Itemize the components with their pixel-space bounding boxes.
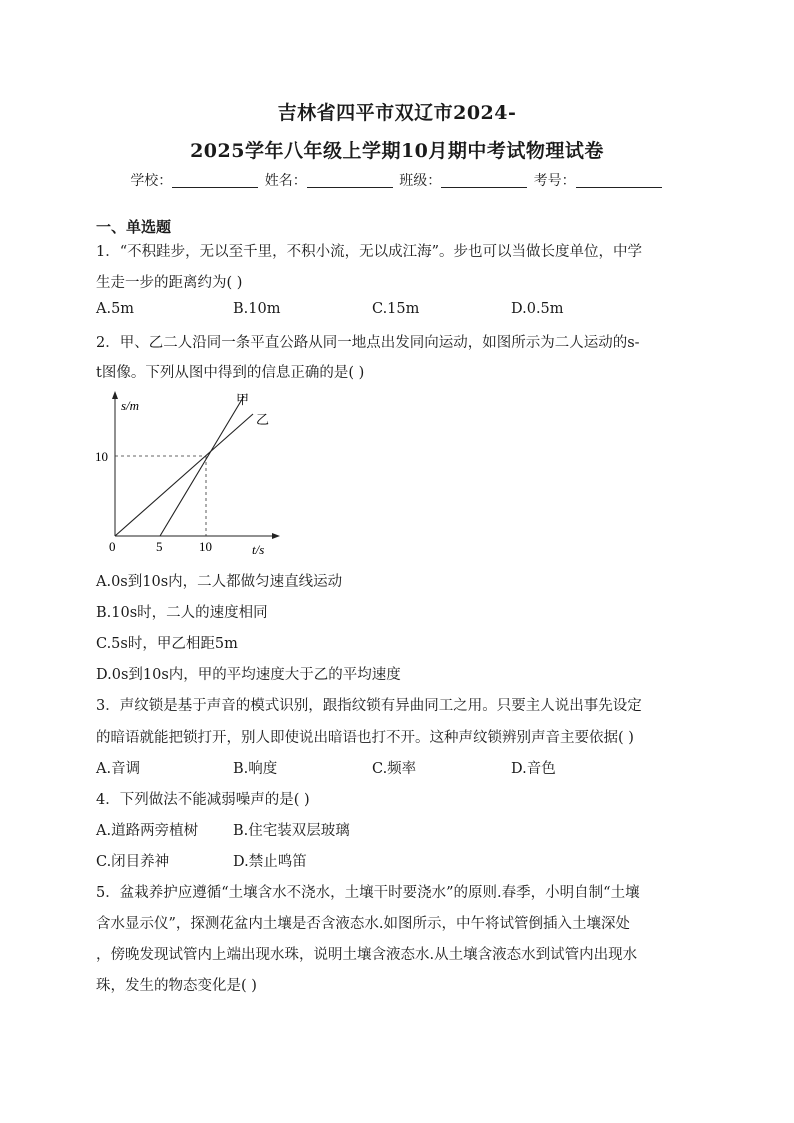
q2-option-c: C.5s时，甲乙相距5m [96,636,238,652]
line-yi-label: 乙 [256,412,270,427]
q5-text-line2: 含水显示仪”，探测花盆内土壤是否含液态水.如图所示，中午将试管倒插入土壤深处 [96,916,631,932]
y-tick-10: 10 [95,449,108,464]
school-label: 学校： [130,173,173,189]
q5-text-line1: 5．盆栽养护应遵循“土壤含水不浇水，土壤干时要浇水”的原则.春季，小明自制“土壤 [96,885,640,901]
q3-option-d: D.音色 [511,761,556,777]
q2-option-a: A.0s到10s内，二人都做匀速直线运动 [96,574,343,590]
q3-option-c: C.频率 [372,761,417,777]
x-tick-5: 5 [156,539,163,554]
class-label: 班级： [399,173,442,189]
section-heading-single-choice: 一、单选题 [96,218,172,236]
q2-option-b: B.10s时，二人的速度相同 [96,605,268,621]
student-info-row [0,170,794,190]
exam-number-blank [576,173,662,188]
name-blank [307,173,393,188]
q3-text-line2: 的暗语就能把锁打开，别人即使说出暗语也打不开。这种声纹锁辨别声音主要依据( ) [96,730,634,746]
q1-text-line1: 1．“不积跬步，无以至千里，不积小流，无以成江海”。步也可以当做长度单位，中学 [96,244,643,260]
line-jia-label: 甲 [236,392,250,407]
y-axis-arrow [112,391,118,399]
q1-option-c: C.15m [372,301,420,317]
q2-st-graph [90,388,290,563]
q3-text-line1: 3．声纹锁是基于声音的模式识别，跟指纹锁有异曲同工之用。只要主人说出事先设定 [96,698,642,714]
name-label: 姓名： [264,173,307,189]
q1-option-d: D.0.5m [511,301,564,317]
line-yi [115,414,253,536]
q4-option-b: B.住宅装双层玻璃 [233,823,350,839]
q1-option-a: A.5m [96,301,135,317]
q3-option-b: B.响度 [233,761,278,777]
q4-option-c: C.闭目养神 [96,854,170,870]
x-axis-arrow [272,533,280,539]
y-axis-label: s/m [121,398,140,413]
x-axis-label: t/s [252,542,265,557]
q4-text-line1: 4．下列做法不能减弱噪声的是( ) [96,792,310,808]
q1-text-line2: 生走一步的距离约为( ) [96,275,243,291]
q5-text-line3: ，傍晚发现试管内上端出现水珠，说明土壤含液态水.从土壤含液态水到试管内出现水 [96,947,638,963]
x-tick-10: 10 [199,539,212,554]
q4-option-a: A.道路两旁植树 [96,823,199,839]
q5-text-line4: 珠，发生的物态变化是( ) [96,978,257,994]
q1-option-b: B.10m [233,301,281,317]
q2-option-d: D.0s到10s内，甲的平均速度大于乙的平均速度 [96,667,401,683]
origin-label: 0 [109,539,116,554]
q2-text-line2: t图像。下列从图中得到的信息正确的是( ) [96,365,365,381]
exam-number-label: 考号： [533,173,576,189]
exam-title-line2: 2025学年八年级上学期10月期中考试物理试卷 [190,140,604,162]
q3-option-a: A.音调 [96,761,141,777]
exam-title-line1: 吉林省四平市双辽市2024- [277,102,517,124]
line-jia [160,396,244,536]
q2-text-line1: 2．甲、乙二人沿同一条平直公路从同一地点出发同向运动，如图所示为二人运动的s- [96,335,640,351]
q4-option-d: D.禁止鸣笛 [233,854,307,870]
class-blank [441,173,527,188]
school-blank [172,173,258,188]
